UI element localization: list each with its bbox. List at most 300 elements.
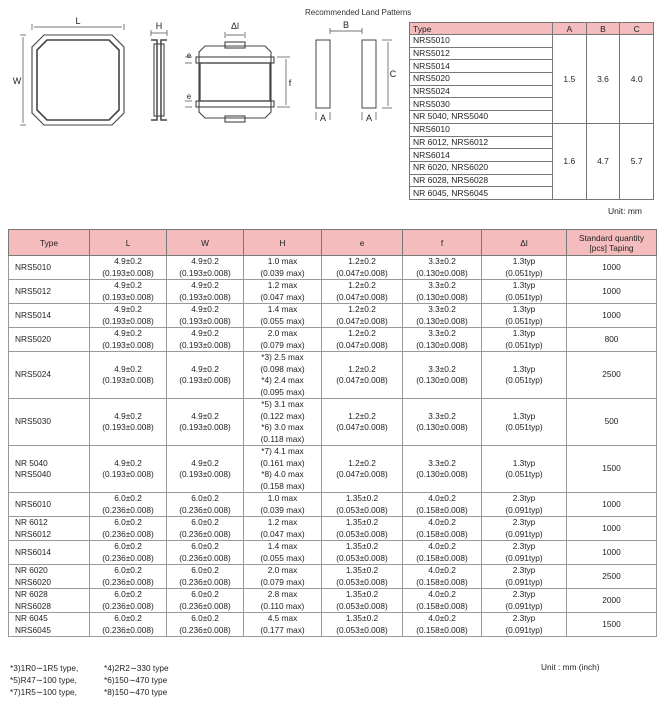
delta-l-cell <box>482 399 567 446</box>
f-cell <box>403 613 482 637</box>
label-delta-l: Δl <box>230 21 240 31</box>
e-cell <box>322 352 403 399</box>
quantity-cell: 1500 <box>567 613 657 637</box>
w-cell <box>167 613 244 637</box>
h-cell <box>244 493 322 517</box>
h-cell-line: 2.0 max <box>267 565 298 575</box>
delta-l-cell-line: 2.3typ <box>512 541 536 551</box>
h-cell-line: (0.039 max) <box>260 267 305 278</box>
type-cell-line: NRS6012 <box>15 528 51 539</box>
l-cell-line: (0.193±0.008) <box>102 375 154 385</box>
land-type-cell: NR 6028, NRS6028 <box>410 174 553 187</box>
e-cell <box>322 565 403 589</box>
e-cell <box>322 493 403 517</box>
type-cell-line: NR 6012 <box>15 517 48 527</box>
h-cell-line: *6) 3.0 max <box>261 422 304 432</box>
delta-l-cell-line: (0.051typ) <box>505 469 543 479</box>
delta-l-cell-line: 1.3typ <box>512 457 536 468</box>
delta-l-cell <box>482 304 567 328</box>
quantity-cell: 2500 <box>567 352 657 399</box>
delta-l-cell-line: (0.051typ) <box>505 291 543 302</box>
land-type-cell: NR 5040, NRS5040 <box>410 111 553 124</box>
l-cell-line: 4.9±0.2 <box>114 410 142 421</box>
h-cell-line: *5) 3.1 max <box>261 399 304 409</box>
w-cell <box>167 328 244 352</box>
f-cell-line: (0.130±0.008) <box>416 315 468 326</box>
land-header-type: Type <box>410 23 553 35</box>
land-unit-label: Unit: mm <box>608 206 642 216</box>
l-cell-line: (0.236±0.008) <box>102 576 154 587</box>
delta-l-cell <box>482 589 567 613</box>
e-cell-line: (0.047±0.008) <box>336 422 388 432</box>
quantity-cell: 1000 <box>567 256 657 280</box>
f-cell <box>403 565 482 589</box>
w-cell <box>167 517 244 541</box>
spec-row <box>9 328 657 352</box>
delta-l-cell-line: 1.3typ <box>512 410 536 421</box>
label-f: f <box>288 78 292 88</box>
bottom-view-drawing <box>185 32 290 122</box>
spec-row <box>9 565 657 589</box>
delta-l-cell <box>482 541 567 565</box>
land-value-a: 1.6 <box>553 123 587 199</box>
delta-l-cell-line: (0.051typ) <box>505 422 543 432</box>
w-cell <box>167 256 244 280</box>
w-cell-line: (0.193±0.008) <box>179 267 231 278</box>
f-cell <box>403 541 482 565</box>
e-cell-line: (0.047±0.008) <box>336 291 388 302</box>
delta-l-cell-line: (0.091typ) <box>505 528 543 539</box>
land-value-b: 4.7 <box>586 123 620 199</box>
e-cell-line: (0.047±0.008) <box>336 267 388 278</box>
delta-l-cell-line: (0.091typ) <box>505 624 543 635</box>
h-cell-line: (0.055 max) <box>260 315 305 326</box>
h-cell-line: 2.0 max <box>267 328 298 338</box>
type-cell <box>9 328 90 352</box>
l-cell-line: 4.9±0.2 <box>114 328 142 338</box>
w-cell-line: 4.9±0.2 <box>191 410 219 421</box>
h-cell <box>244 352 322 399</box>
spec-row <box>9 517 657 541</box>
type-cell-line: NRS6020 <box>15 576 51 587</box>
l-cell <box>90 517 167 541</box>
h-cell-line: (0.118 max) <box>260 433 305 444</box>
e-cell-line: (0.053±0.008) <box>336 624 388 635</box>
quantity-cell: 2500 <box>567 565 657 589</box>
h-cell-line: 1.2 max <box>267 280 298 290</box>
h-cell-line: 1.2 max <box>267 517 298 527</box>
f-cell <box>403 517 482 541</box>
e-cell-line: (0.053±0.008) <box>336 576 388 587</box>
w-cell-line: (0.193±0.008) <box>179 422 231 432</box>
land-type-cell: NRS5014 <box>410 60 553 73</box>
side-view-drawing <box>151 30 167 120</box>
spec-row <box>9 399 657 446</box>
label-A-right: A <box>365 113 373 123</box>
f-cell-line: (0.158±0.008) <box>416 504 468 515</box>
h-cell-line: (0.177 max) <box>260 624 305 635</box>
e-cell-line: 1.2±0.2 <box>348 304 376 314</box>
w-cell-line: (0.236±0.008) <box>179 600 231 611</box>
l-cell-line: (0.193±0.008) <box>102 315 154 326</box>
land-row <box>410 35 654 48</box>
w-cell-line: 6.0±0.2 <box>191 541 219 551</box>
h-cell-line: (0.079 max) <box>260 339 305 350</box>
quantity-cell: 1000 <box>567 541 657 565</box>
l-cell-line: (0.193±0.008) <box>102 291 154 302</box>
f-cell-line: 4.0±0.2 <box>428 541 456 551</box>
type-cell <box>9 565 90 589</box>
quantity-cell: 1000 <box>567 304 657 328</box>
delta-l-cell <box>482 493 567 517</box>
delta-l-cell-line: 2.3typ <box>512 517 536 527</box>
spec-row <box>9 256 657 280</box>
f-cell <box>403 304 482 328</box>
f-cell-line: (0.158±0.008) <box>416 600 468 611</box>
l-cell-line: (0.236±0.008) <box>102 624 154 635</box>
e-cell-line: (0.047±0.008) <box>336 375 388 385</box>
land-type-cell: NR 6012, NRS6012 <box>410 136 553 149</box>
w-cell-line: 6.0±0.2 <box>191 589 219 599</box>
land-pattern-drawing <box>300 16 408 124</box>
l-cell <box>90 304 167 328</box>
h-cell-line: (0.161 max) <box>260 457 305 468</box>
w-cell-line: 6.0±0.2 <box>191 565 219 575</box>
label-e-top: e <box>186 51 192 60</box>
h-cell <box>244 541 322 565</box>
type-cell-line: NRS5024 <box>15 369 51 380</box>
f-cell-line: (0.130±0.008) <box>416 422 468 432</box>
h-cell-line: (0.055 max) <box>260 552 305 563</box>
delta-l-cell <box>482 613 567 637</box>
e-cell-line: 1.2±0.2 <box>348 256 376 266</box>
h-cell-line: (0.095 max) <box>260 386 305 397</box>
f-cell-line: 4.0±0.2 <box>428 589 456 599</box>
quantity-cell: 1000 <box>567 517 657 541</box>
delta-l-cell-line: (0.051typ) <box>505 375 543 385</box>
e-cell-line: 1.35±0.2 <box>345 565 379 575</box>
h-cell <box>244 304 322 328</box>
footnote: *8)150∼470 type <box>104 687 168 698</box>
l-cell <box>90 280 167 304</box>
type-cell <box>9 446 90 493</box>
l-cell <box>90 541 167 565</box>
l-cell-line: (0.236±0.008) <box>102 600 154 611</box>
quantity-cell: 800 <box>567 328 657 352</box>
e-cell <box>322 589 403 613</box>
delta-l-cell-line: (0.051typ) <box>505 315 543 326</box>
delta-l-cell-line: 1.3typ <box>512 304 536 314</box>
e-cell <box>322 517 403 541</box>
h-cell <box>244 589 322 613</box>
h-cell-line: *7) 4.1 max <box>261 446 304 456</box>
delta-l-cell-line: (0.091typ) <box>505 552 543 563</box>
h-cell <box>244 399 322 446</box>
quantity-cell: 2000 <box>567 589 657 613</box>
w-cell-line: 4.9±0.2 <box>191 280 219 290</box>
l-cell-line: 4.9±0.2 <box>114 457 142 468</box>
delta-l-cell <box>482 280 567 304</box>
land-header-a: A <box>553 23 587 35</box>
header-delta-l: Δl <box>482 230 567 256</box>
e-cell <box>322 613 403 637</box>
delta-l-cell <box>482 328 567 352</box>
header-W: W <box>167 230 244 256</box>
h-cell-line: (0.110 max) <box>260 600 305 611</box>
f-cell-line: 3.3±0.2 <box>428 410 456 421</box>
type-cell <box>9 304 90 328</box>
land-pattern-table <box>409 22 654 200</box>
land-type-cell: NRS5024 <box>410 85 553 98</box>
l-cell-line: 6.0±0.2 <box>114 565 142 575</box>
e-cell-line: 1.35±0.2 <box>345 589 379 599</box>
delta-l-cell <box>482 352 567 399</box>
footnote: *3)1R0∼1R5 type, <box>10 663 79 673</box>
quantity-cell: 500 <box>567 399 657 446</box>
w-cell-line: (0.236±0.008) <box>179 552 231 563</box>
spec-row <box>9 280 657 304</box>
h-cell-line: 1.4 max <box>267 541 298 551</box>
f-cell-line: (0.158±0.008) <box>416 576 468 587</box>
e-cell-line: 1.35±0.2 <box>345 493 379 503</box>
delta-l-cell-line: (0.091typ) <box>505 600 543 611</box>
delta-l-cell-line: (0.051typ) <box>505 339 543 350</box>
spec-row <box>9 589 657 613</box>
w-cell-line: 4.9±0.2 <box>191 304 219 314</box>
w-cell-line: (0.236±0.008) <box>179 624 231 635</box>
h-cell <box>244 280 322 304</box>
l-cell-line: 6.0±0.2 <box>114 613 142 623</box>
l-cell <box>90 328 167 352</box>
h-cell <box>244 517 322 541</box>
footnote: *6)150∼470 type <box>104 675 168 686</box>
h-cell-line: (0.122 max) <box>260 410 305 421</box>
f-cell-line: (0.158±0.008) <box>416 624 468 635</box>
land-value-b: 3.6 <box>586 35 620 124</box>
w-cell <box>167 493 244 517</box>
l-cell-line: (0.193±0.008) <box>102 267 154 278</box>
l-cell <box>90 256 167 280</box>
type-cell-line: NR 6028 <box>15 589 48 599</box>
w-cell-line: 4.9±0.2 <box>191 328 219 338</box>
footnotes <box>10 662 198 699</box>
l-cell-line: 6.0±0.2 <box>114 589 142 599</box>
e-cell-line: (0.053±0.008) <box>336 600 388 611</box>
footnote-line <box>10 674 198 686</box>
e-cell <box>322 256 403 280</box>
type-cell-line: NR 6020 <box>15 565 48 575</box>
w-cell <box>167 280 244 304</box>
delta-l-cell <box>482 446 567 493</box>
quantity-cell: 1500 <box>567 446 657 493</box>
l-cell-line: 6.0±0.2 <box>114 493 142 503</box>
l-cell-line: 4.9±0.2 <box>114 280 142 290</box>
delta-l-cell-line: (0.091typ) <box>505 504 543 515</box>
land-type-cell: NRS5012 <box>410 47 553 60</box>
h-cell-line: 2.8 max <box>267 589 298 599</box>
land-type-cell: NR 6045, NRS6045 <box>410 187 553 200</box>
l-cell-line: 6.0±0.2 <box>114 541 142 551</box>
delta-l-cell <box>482 565 567 589</box>
e-cell-line: 1.35±0.2 <box>345 517 379 527</box>
w-cell-line: (0.193±0.008) <box>179 469 231 479</box>
f-cell <box>403 328 482 352</box>
delta-l-cell <box>482 517 567 541</box>
footnote-line <box>10 662 198 674</box>
land-type-cell: NRS6014 <box>410 149 553 162</box>
l-cell-line: (0.236±0.008) <box>102 504 154 515</box>
delta-l-cell-line: 2.3typ <box>512 565 536 575</box>
h-cell <box>244 565 322 589</box>
w-cell <box>167 352 244 399</box>
e-cell-line: 1.2±0.2 <box>348 363 376 374</box>
delta-l-cell-line: 1.3typ <box>512 280 536 290</box>
land-value-c: 4.0 <box>620 35 654 124</box>
l-cell <box>90 446 167 493</box>
label-C: C <box>389 69 397 79</box>
top-view-drawing <box>20 24 124 125</box>
l-cell-line: 4.9±0.2 <box>114 256 142 266</box>
w-cell-line: 6.0±0.2 <box>191 613 219 623</box>
type-cell-line: NRS5020 <box>15 333 51 344</box>
delta-l-cell-line: 2.3typ <box>512 493 536 503</box>
f-cell-line: 3.3±0.2 <box>428 256 456 266</box>
e-cell-line: 1.35±0.2 <box>345 541 379 551</box>
footnote: *4)2R2∼330 type <box>104 663 169 673</box>
header-H: H <box>244 230 322 256</box>
w-cell-line: 4.9±0.2 <box>191 363 219 374</box>
type-cell-line: NRS5014 <box>15 309 51 320</box>
w-cell-line: (0.193±0.008) <box>179 375 231 385</box>
spec-row <box>9 352 657 399</box>
w-cell <box>167 589 244 613</box>
type-cell-line: NRS5012 <box>15 285 51 296</box>
header-quantity-line2: [pcs] Taping <box>589 242 634 253</box>
land-patterns-title: Recommended Land Patterns <box>305 8 412 17</box>
e-cell-line: (0.047±0.008) <box>336 469 388 479</box>
w-cell-line: (0.236±0.008) <box>179 576 231 587</box>
type-cell-line: NR 5040 <box>15 457 48 468</box>
land-type-cell: NRS5030 <box>410 98 553 111</box>
type-cell <box>9 493 90 517</box>
f-cell <box>403 280 482 304</box>
type-cell <box>9 399 90 446</box>
f-cell <box>403 256 482 280</box>
dimension-drawings <box>0 0 300 140</box>
f-cell-line: (0.158±0.008) <box>416 528 468 539</box>
f-cell-line: 4.0±0.2 <box>428 565 456 575</box>
delta-l-cell-line: 2.3typ <box>512 613 536 623</box>
f-cell-line: (0.158±0.008) <box>416 552 468 563</box>
land-header-b: B <box>586 23 620 35</box>
w-cell-line: (0.236±0.008) <box>179 504 231 515</box>
type-cell-line: NRS6045 <box>15 624 51 635</box>
e-cell <box>322 328 403 352</box>
w-cell-line: (0.193±0.008) <box>179 291 231 302</box>
f-cell-line: 3.3±0.2 <box>428 280 456 290</box>
land-type-cell: NRS5010 <box>410 35 553 48</box>
h-cell-line: (0.098 max) <box>260 363 305 374</box>
w-cell-line: (0.193±0.008) <box>179 315 231 326</box>
footnote: *5)R47∼100 type, <box>10 675 77 686</box>
l-cell-line: 4.9±0.2 <box>114 304 142 314</box>
delta-l-cell-line: 1.3typ <box>512 363 536 374</box>
f-cell <box>403 352 482 399</box>
h-cell-line: *3) 2.5 max <box>261 352 304 362</box>
delta-l-cell <box>482 256 567 280</box>
l-cell <box>90 565 167 589</box>
spec-row <box>9 613 657 637</box>
l-cell-line: 4.9±0.2 <box>114 363 142 374</box>
l-cell-line: (0.193±0.008) <box>102 422 154 432</box>
f-cell-line: (0.130±0.008) <box>416 375 468 385</box>
w-cell-line: (0.236±0.008) <box>179 528 231 539</box>
e-cell-line: 1.2±0.2 <box>348 410 376 421</box>
type-cell <box>9 613 90 637</box>
h-cell <box>244 613 322 637</box>
f-cell-line: (0.130±0.008) <box>416 291 468 302</box>
spec-row <box>9 304 657 328</box>
l-cell <box>90 493 167 517</box>
f-cell-line: 3.3±0.2 <box>428 328 456 338</box>
land-value-c: 5.7 <box>620 123 654 199</box>
e-cell <box>322 399 403 446</box>
f-cell-line: (0.130±0.008) <box>416 339 468 350</box>
land-value-a: 1.5 <box>553 35 587 124</box>
type-cell-line: NR 6045 <box>15 613 48 623</box>
f-cell <box>403 446 482 493</box>
footnote-line <box>10 686 198 698</box>
l-cell-line: (0.193±0.008) <box>102 469 154 479</box>
w-cell <box>167 541 244 565</box>
header-L: L <box>90 230 167 256</box>
label-L: L <box>75 16 81 26</box>
w-cell <box>167 565 244 589</box>
h-cell-line: 4.5 max <box>267 613 298 623</box>
f-cell <box>403 399 482 446</box>
e-cell <box>322 304 403 328</box>
spec-unit-label: Unit : mm (inch) <box>541 662 600 672</box>
e-cell-line: (0.053±0.008) <box>336 528 388 539</box>
label-B: B <box>342 20 350 30</box>
w-cell-line: 6.0±0.2 <box>191 493 219 503</box>
l-cell <box>90 613 167 637</box>
type-cell <box>9 541 90 565</box>
h-cell <box>244 256 322 280</box>
header-type: Type <box>9 230 90 256</box>
f-cell-line: 3.3±0.2 <box>428 457 456 468</box>
type-cell <box>9 256 90 280</box>
f-cell <box>403 589 482 613</box>
l-cell <box>90 589 167 613</box>
delta-l-cell-line: (0.091typ) <box>505 576 543 587</box>
f-cell-line: 3.3±0.2 <box>428 363 456 374</box>
h-cell-line: (0.079 max) <box>260 576 305 587</box>
quantity-cell: 1000 <box>567 280 657 304</box>
land-row <box>410 123 654 136</box>
footnote: *7)1R5∼100 type, <box>10 687 77 698</box>
type-cell <box>9 280 90 304</box>
label-H: H <box>155 21 163 31</box>
header-quantity <box>567 230 657 256</box>
header-quantity-line1: Standard quantity <box>578 232 645 243</box>
header-e: e <box>322 230 403 256</box>
h-cell <box>244 328 322 352</box>
l-cell <box>90 352 167 399</box>
w-cell-line: 4.9±0.2 <box>191 457 219 468</box>
type-cell-line: NRS5010 <box>15 261 51 272</box>
h-cell <box>244 446 322 493</box>
